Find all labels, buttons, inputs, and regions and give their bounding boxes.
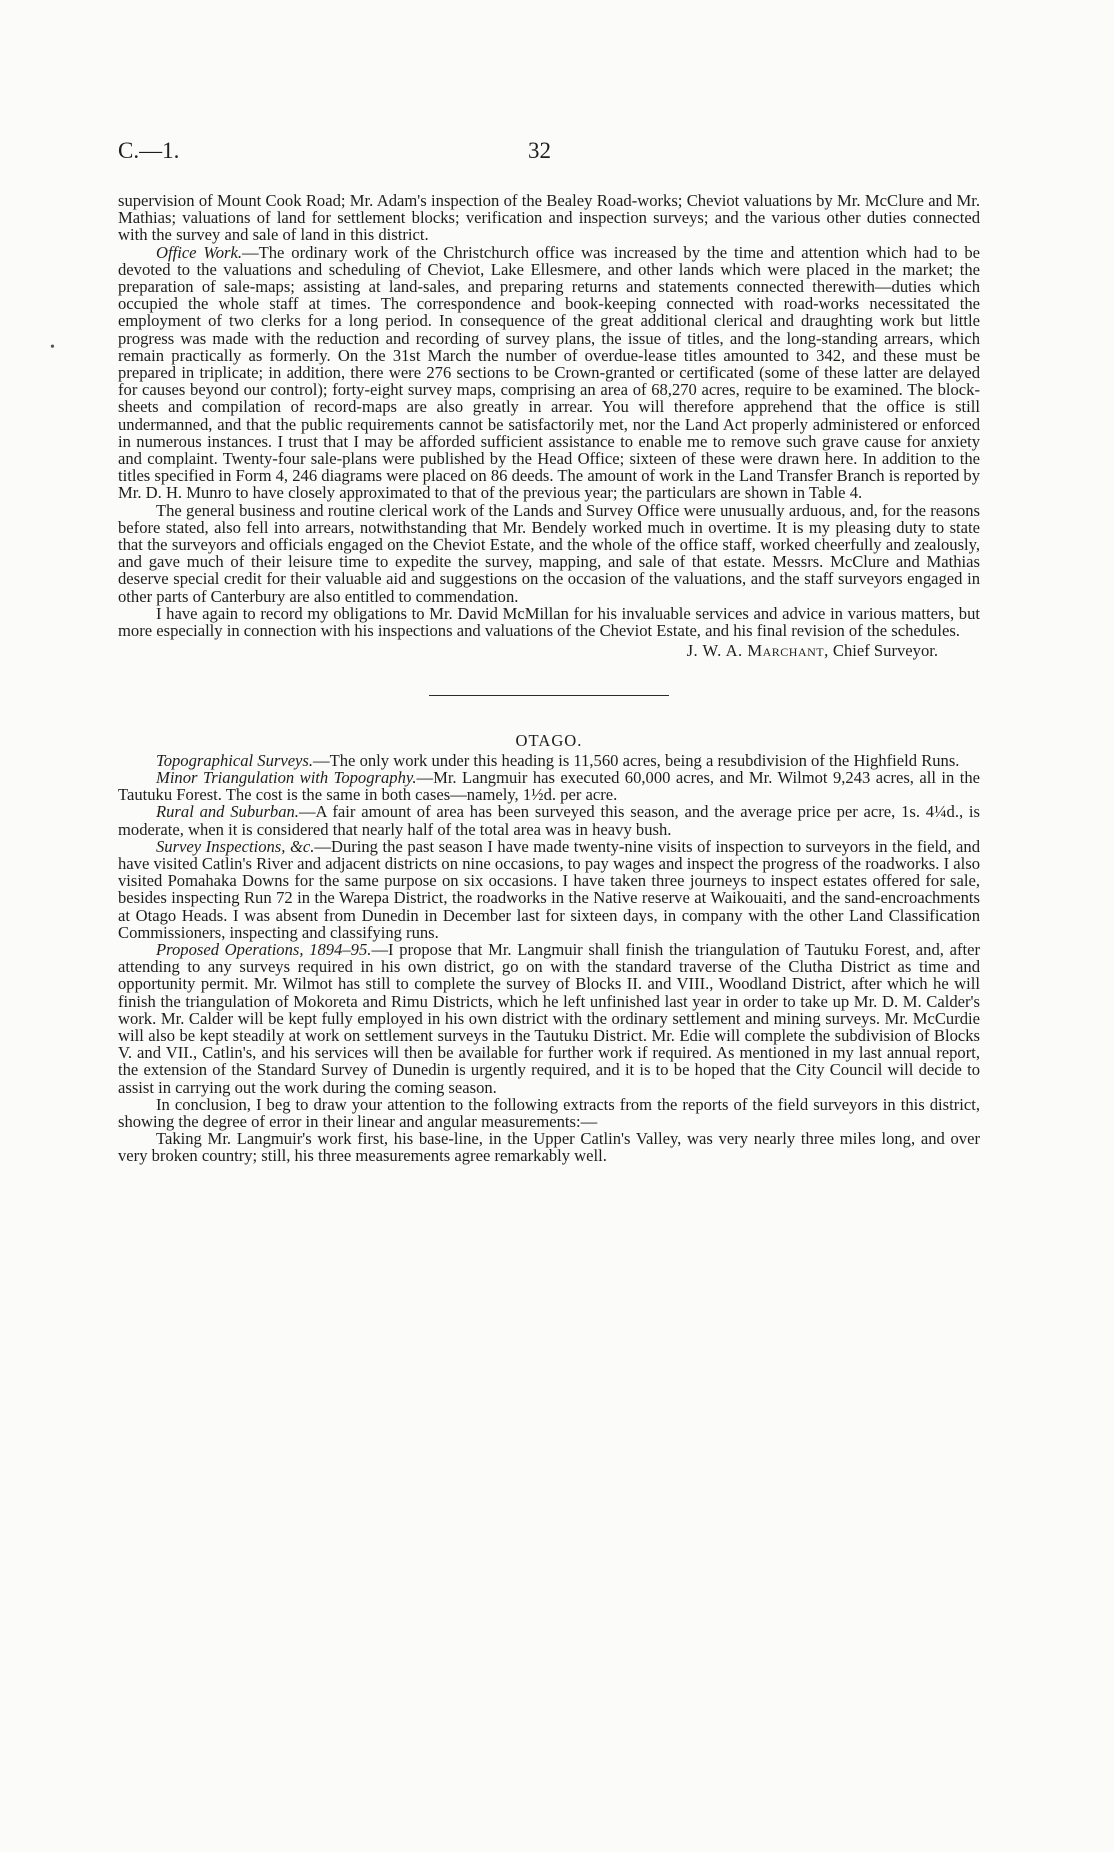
- item-title: Rural and Suburban.: [156, 802, 299, 822]
- office-work-text: —The ordinary work of the Christchurch office was increased by the time and attention which had to be devoted to the valuations and scheduling of Cheviot, Lake Ellesmere, and other lands which were placed in the market; the preparation of sale-maps; assisting at land-sales, and preparing returns and statements connected therewith—duties which occupied the whole staff at times. The correspondence and book-keeping connected with road-works necessitated the employment of two clerks for a long period. In consequence of the great additional clerical and draughting work but little progress was made with the reduction and recording of survey plans, the issue of titles, and the long-standing arrears, which remain practically as formerly. On the 31st March the number of overdue-lease titles amounted to 342, and these must be prepared in triplicate; in addition, there were 276 sections to be Crown-granted or certificated (some of these latter are delayed for causes beyond our control); forty-eight survey maps, comprising an area of 68,270 acres, require to be examined. The block-sheets and compilation of record-maps are also greatly in arrear. You will therefore apprehend that the office is still undermanned, and that the public requirements cannot be satisfactorily met, nor the Land Act properly administered or enforced in numerous instances. I trust that I may be afforded sufficient assistance to enable me to remove such grave cause for anxiety and complaint. Twenty-four sale-plans were published by the Head Office; sixteen of these were drawn here. In addition to the titles specified in Form 4, 246 diagrams were placed on 86 deeds. The amount of work in the Land Transfer Branch is reported by Mr. D. H. Munro to have closely approximated to that of the previous year; the particulars are shown in Table 4.: [118, 242, 980, 503]
- item-title: Topographical Surveys.: [156, 750, 314, 770]
- item-title: Proposed Operations, 1894–95.: [156, 939, 372, 959]
- section-divider: [429, 695, 669, 696]
- paragraph-office-work: [118, 244, 980, 502]
- signature-title: Chief Surveyor.: [828, 641, 938, 661]
- otago-minor-triangulation: [118, 769, 980, 803]
- item-title: Minor Triangulation with Topography.: [156, 767, 417, 787]
- item-text: —I propose that Mr. Langmuir shall finish the triangulation of Tautuku Forest, and, after attending to any surveys required in his own district, go on with the standard traverse of the Clutha District as time and opportunity permit. Mr. Wilmot has still to complete the survey of Blocks II. and VIII., Woodland District, after which he will finish the triangulation of Mokoreta and Rimu Districts, which he left unfinished last year in order to take up Mr. D. M. Calder's work. Mr. Calder will be kept fully employed in his own district with the ordinary settlement and mining surveys. Mr. McCurdie will also be kept steadily at work on settlement surveys in the Tautuku District. Mr. Edie will complete the subdivision of Blocks V. and VII., Catlin's, and his services will then be available for further work if required. As mentioned in my last annual report, the extension of the Standard Survey of Dunedin is urgently required, and it is to be hoped that the City Council will decide to assist in carrying out the work during the coming season.: [118, 939, 980, 1097]
- page-body: [118, 192, 980, 1165]
- item-text: —Mr. Langmuir has executed 60,000 acres, and Mr. Wilmot 9,243 acres, all in the Tautuku Forest. The cost is the same in both cases—namely, 1½d. per acre.: [118, 767, 980, 805]
- signature-name: J. W. A. Marchant,: [686, 641, 829, 661]
- paragraph-supervision: supervision of Mount Cook Road; Mr. Adam's inspection of the Bealey Road-works; Cheviot valuations by Mr. McClure and Mr. Mathias; valuations of land for settlement blocks; verification and inspection surveys; and the various other duties connected with the survey and sale of land in this district.: [118, 191, 980, 245]
- section-heading-otago: OTAGO.: [515, 731, 583, 751]
- item-title: Survey Inspections, &c.: [156, 836, 315, 856]
- otago-conclusion: In conclusion, I beg to draw your attention to the following extracts from the reports of the field surveyors in this district, showing the degree of error in their linear and angular measurements:—: [118, 1094, 980, 1131]
- otago-topographical-surveys: [118, 752, 980, 769]
- otago-proposed-operations: [118, 941, 980, 1096]
- otago-rural-suburban: [118, 803, 980, 837]
- item-text: —The only work under this heading is 11,560 acres, being a resubdivision of the Highfield Runs.: [313, 750, 960, 770]
- office-work-heading: Office Work.: [156, 242, 243, 262]
- margin-mark: •: [50, 340, 55, 355]
- page-header: [118, 138, 980, 170]
- document-code: C.—1.: [118, 138, 180, 163]
- otago-langmuir-work: Taking Mr. Langmuir's work first, his base-line, in the Upper Catlin's Valley, was very nearly three miles long, and over very broken country; still, his three measurements agree remarkably well.: [118, 1129, 980, 1166]
- otago-survey-inspections: [118, 838, 980, 941]
- page-number: 32: [528, 138, 551, 163]
- item-text: —A fair amount of area has been surveyed this season, and the average price per acre, 1s. 4¼d., is moderate, when it is considered that nearly half of the total area was in heavy bush.: [118, 802, 980, 839]
- item-text: —During the past season I have made twenty-nine visits of inspection to surveyors in the field, and have visited Catlin's River and adjacent districts on nine occasions, to pay wages and inspect the progress of the roadworks. I also visited Pomahaka Downs for the same purpose on six occasions. I have taken three journeys to inspect estates offered for sale, besides inspecting Run 72 in the Warepa District, the roadworks in the Native reserve at Waikouaiti, and the sand-encroachments at Otago Heads. I was absent from Dunedin in December last for sixteen days, in company with the other Land Classification Commissioners, inspecting and classifying runs.: [118, 836, 980, 942]
- paragraph-general-business: The general business and routine clerical work of the Lands and Survey Office were unusually arduous, and, for the reasons before stated, also fell into arrears, notwithstanding that Mr. Bendely worked much in overtime. It is my pleasing duty to state that the surveyors and officials engaged on the Cheviot Estate, and the whole of the office staff, worked cheerfully and zealously, and gave much of their leisure time to expedite the survey, mapping, and sale of that estate. Messrs. McClure and Mathias deserve special credit for their valuable aid and suggestions on the occasion of the valuations, and the staff surveyors engaged in other parts of Canterbury are also entitled to commendation.: [118, 500, 980, 606]
- paragraph-obligations: I have again to record my obligations to Mr. David McMillan for his invaluable services and advice in various matters, but more especially in connection with his inspections and valuations of the Cheviot Estate, and his final revision of the schedules.: [118, 603, 980, 641]
- signature: [118, 642, 980, 659]
